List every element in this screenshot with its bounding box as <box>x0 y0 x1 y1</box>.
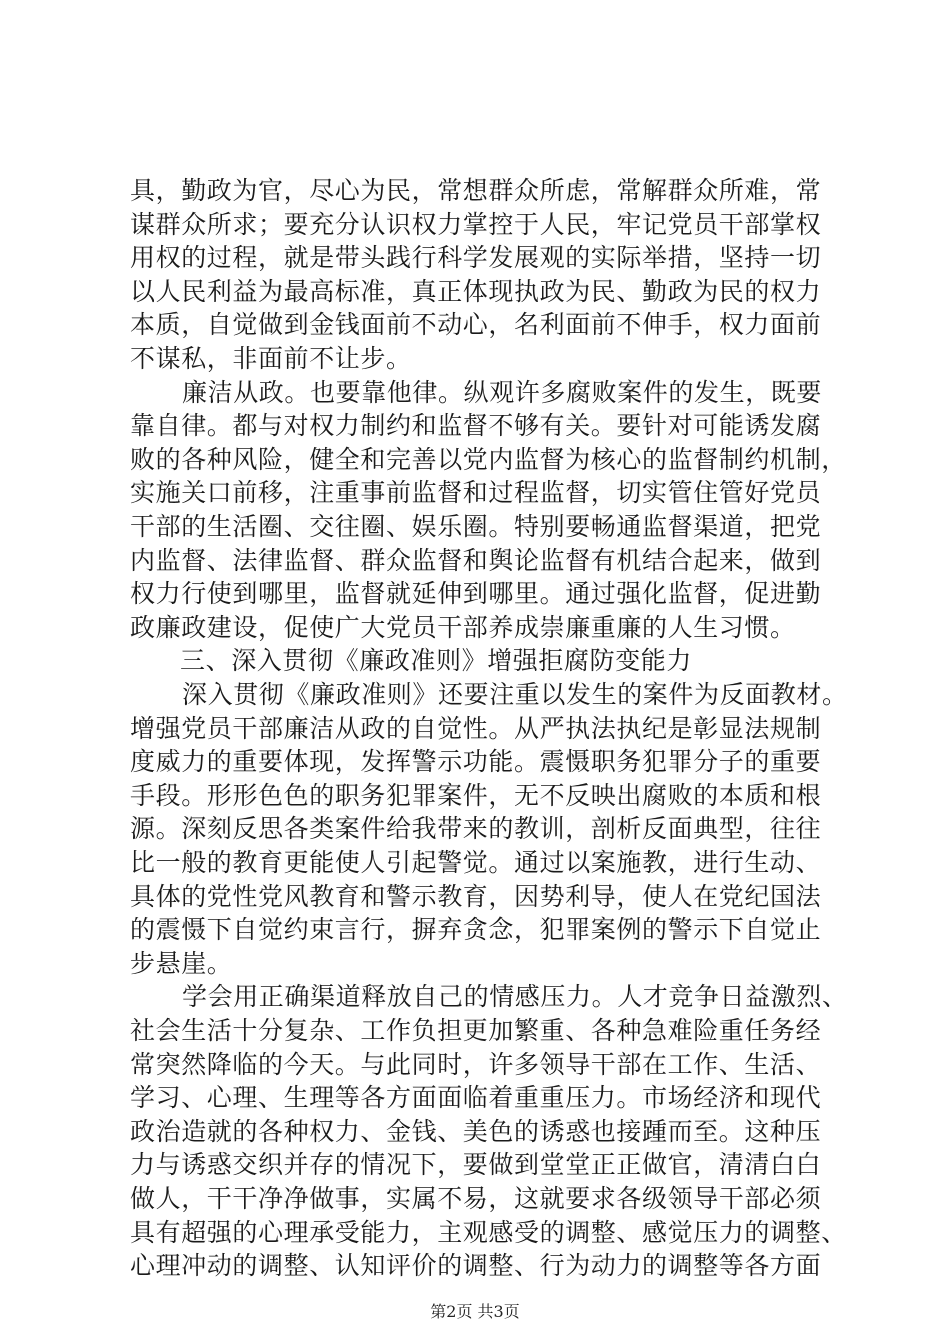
page-number-footer: 第2页 共3页 <box>430 1302 520 1321</box>
text-line: 不谋私，非面前不让步。 <box>130 344 412 373</box>
text-line: 常突然降临的今天。与此同时，许多领导干部在工作、生活、 <box>130 1049 822 1079</box>
section-heading: 三、深入贯彻《廉政准则》增强拒腐防变能力 <box>180 646 693 676</box>
text-line: 实施关口前移，注重事前监督和过程监督，切实管住管好党员 <box>130 478 822 508</box>
text-line: 源。深刻反思各类案件给我带来的教训，剖析反面典型，往往 <box>130 814 822 844</box>
text-line: 增强党员干部廉洁从政的自觉性。从严执法执纪是彰显法规制 <box>130 713 822 743</box>
text-line: 权力行使到哪里，监督就延伸到哪里。通过强化监督，促进勤 <box>130 579 822 609</box>
text-line: 的震慑下自觉约束言行，摒弃贪念，犯罪案例的警示下自觉止 <box>130 915 822 945</box>
text-line: 政治造就的各种权力、金钱、美色的诱惑也接踵而至。这种压 <box>130 1116 822 1146</box>
text-line: 心理冲动的调整、认知评价的调整、行为动力的调整等各方面 <box>130 1251 822 1281</box>
text-line: 比一般的教育更能使人引起警觉。通过以案施教，进行生动、 <box>130 848 822 877</box>
text-line: 谋群众所求；要充分认识权力掌控于人民，牢记党员干部掌权 <box>130 209 822 239</box>
text-line: 力与诱惑交织并存的情况下，要做到堂堂正正做官，清清白白 <box>130 1150 822 1180</box>
text-line: 手段。形形色色的职务犯罪案件，无不反映出腐败的本质和根 <box>130 780 822 810</box>
paragraph-start-line: 深入贯彻《廉政准则》还要注重以发生的案件为反面教材。 <box>182 680 848 709</box>
text-line: 用权的过程，就是带头践行科学发展观的实际举措，坚持一切 <box>130 243 822 273</box>
text-line: 干部的生活圈、交往圈、娱乐圈。特别要畅通监督渠道，把党 <box>130 512 822 541</box>
text-line: 具有超强的心理承受能力，主观感受的调整、感觉压力的调整、 <box>130 1217 847 1247</box>
text-line: 具体的党性党风教育和警示教育，因势利导，使人在党纪国法 <box>130 881 822 911</box>
paragraph-start-line: 学会用正确渠道释放自己的情感压力。人才竞争日益激烈、 <box>182 982 848 1012</box>
text-line: 具，勤政为官，尽心为民，常想群众所虑，常解群众所难，常 <box>130 176 822 205</box>
text-line: 社会生活十分复杂、工作负担更加繁重、各种急难险重任务经 <box>130 1016 822 1045</box>
text-line: 以人民利益为最高标准，真正体现执政为民、勤政为民的权力 <box>130 276 822 306</box>
text-line: 本质，自觉做到金钱面前不动心，名利面前不伸手，权力面前 <box>130 310 822 340</box>
text-line: 内监督、法律监督、群众监督和舆论监督有机结合起来，做到 <box>130 545 822 575</box>
paragraph-start-line: 廉洁从政。也要靠他律。纵观许多腐败案件的发生，既要 <box>182 377 823 407</box>
text-line: 学习、心理、生理等各方面面临着重重压力。市场经济和现代 <box>130 1083 822 1113</box>
text-line: 败的各种风险，健全和完善以党内监督为核心的监督制约机制， <box>130 444 847 474</box>
text-line: 靠自律。都与对权力制约和监督不够有关。要针对可能诱发腐 <box>130 411 822 441</box>
text-line: 做人，干干净净做事，实属不易，这就要求各级领导干部必须 <box>130 1184 822 1213</box>
text-line: 度威力的重要体现，发挥警示功能。震慑职务犯罪分子的重要 <box>130 747 822 777</box>
text-line: 步悬崖。 <box>130 948 233 978</box>
text-line: 政廉政建设，促使广大党员干部养成崇廉重廉的人生习惯。 <box>130 612 796 642</box>
